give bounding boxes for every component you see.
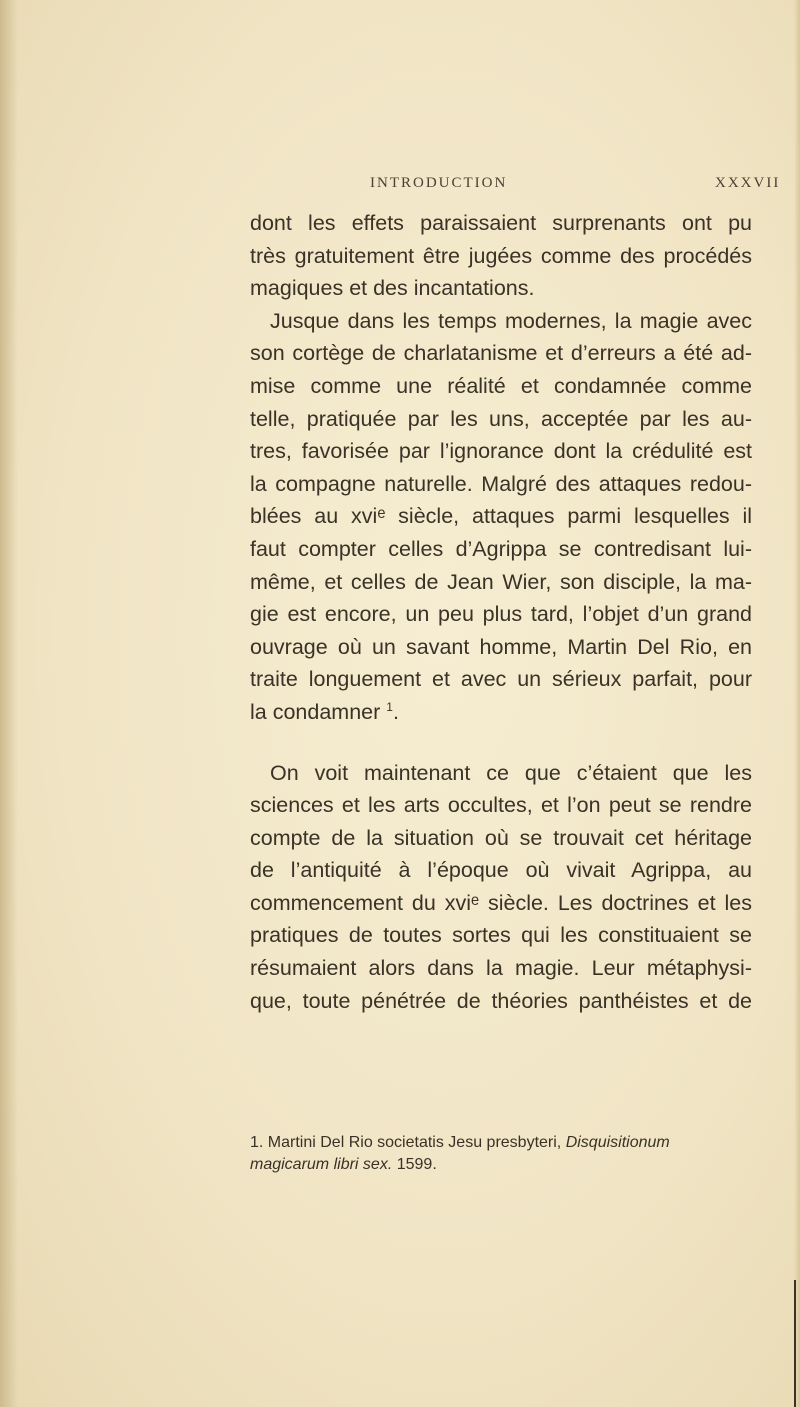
footnote-reference: 1 bbox=[386, 699, 393, 714]
text-line: gie est encore, un peu plus tard, l’objet d’un grand bbox=[250, 602, 752, 627]
footnote-title: Disquisitionum bbox=[565, 1134, 670, 1151]
text-line: très gratuitement être jugées comme des procédés bbox=[250, 243, 752, 268]
text-line: tres, favorisée par l’ignorance dont la crédulité est bbox=[250, 439, 752, 464]
footnote-text: Martini Del Rio societatis Jesu presbyteri, bbox=[267, 1134, 562, 1151]
page-number: XXXVII bbox=[715, 175, 781, 191]
text-line: compte de la situation où se trouvait cet héritage bbox=[250, 825, 752, 850]
text-line: On voit maintenant ce que c’étaient que les bbox=[270, 760, 752, 785]
text-line: résumaient alors dans la magie. Leur métaphysi- bbox=[250, 956, 752, 981]
text-line: faut compter celles d’Agrippa se contredisant lui- bbox=[250, 536, 752, 561]
page-edge bbox=[794, 0, 800, 1407]
text-line: commencement du xviᵉ siècle. Les doctrines et les bbox=[250, 890, 752, 915]
text-line: traite longuement et avec un sérieux parfait, pour bbox=[250, 667, 752, 692]
body-text bbox=[250, 207, 752, 1017]
text-fragment: . bbox=[392, 699, 399, 724]
footnote-number: 1. bbox=[250, 1134, 264, 1151]
footnote bbox=[250, 1132, 752, 1176]
text-line: sciences et les arts occultes, et l’on peut se rendre bbox=[250, 793, 752, 818]
footnote-year: 1599. bbox=[396, 1156, 437, 1173]
paragraph-gap bbox=[250, 729, 752, 757]
text-line: la compagne naturelle. Malgré des attaques redou- bbox=[250, 471, 752, 496]
text-line: dont les effets paraissaient surprenants ont pu bbox=[250, 211, 752, 235]
text-line: telle, pratiquée par les uns, acceptée par les au- bbox=[250, 406, 752, 431]
text-line: ouvrage où un savant homme, Martin Del Rio, en bbox=[250, 634, 752, 659]
paragraph-2 bbox=[250, 305, 752, 729]
footnote-line bbox=[250, 1154, 752, 1176]
text-line-last bbox=[250, 696, 752, 729]
text-line: que, toute pénétrée de théories panthéistes et de bbox=[250, 988, 752, 1013]
gutter-shadow bbox=[0, 0, 18, 1407]
paragraph-1 bbox=[250, 207, 752, 305]
text-line: magiques et des incantations. bbox=[250, 276, 535, 301]
paragraph-3 bbox=[250, 757, 752, 1018]
running-head: INTRODUCTION bbox=[370, 175, 508, 191]
page-header bbox=[0, 175, 800, 197]
footnote-title: magicarum libri sex. bbox=[250, 1156, 393, 1173]
text-line: Jusque dans les temps modernes, la magie avec bbox=[270, 308, 752, 333]
footnote-line bbox=[250, 1132, 752, 1154]
text-line: blées au xviᵉ siècle, attaques parmi lesquelles il bbox=[250, 504, 752, 529]
text-line: son cortège de charlatanisme et d’erreurs a été ad- bbox=[250, 341, 752, 366]
text-line: pratiques de toutes sortes qui les constituaient se bbox=[250, 923, 752, 948]
text-line: de l’antiquité à l’époque où vivait Agrippa, au bbox=[250, 858, 752, 883]
text-fragment: la condamner bbox=[250, 699, 381, 724]
page-edge-line bbox=[794, 1280, 796, 1407]
text-line: mise comme une réalité et condamnée comme bbox=[250, 373, 752, 398]
text-line: même, et celles de Jean Wier, son disciple, la ma- bbox=[250, 569, 752, 594]
